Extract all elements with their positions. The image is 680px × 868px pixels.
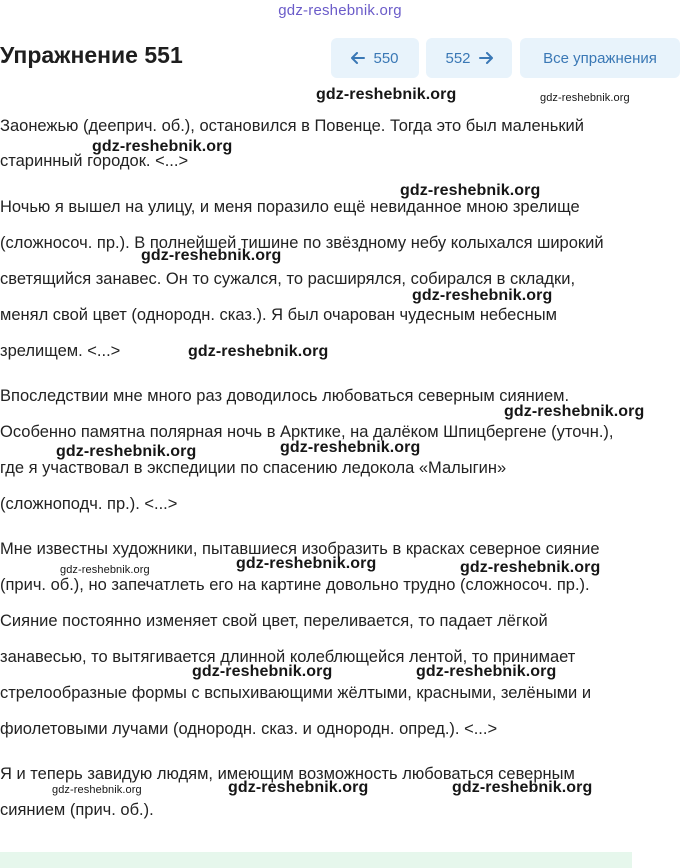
- text-line: (сложноподч. пр.). <...>: [0, 495, 178, 513]
- text-line: сиянием (прич. об.).: [0, 801, 154, 819]
- watermark: gdz-reshebnik.org: [400, 182, 541, 199]
- watermark: gdz-reshebnik.org: [280, 439, 421, 456]
- text-line: где я участвовал в экспедиции по спасению ледокола «Малыгин»: [0, 459, 507, 477]
- text-line: старинный городок. <...>: [0, 152, 189, 170]
- text-line: занавесью, то вытягивается длинной колеблющейся лентой, то принимает: [0, 648, 576, 666]
- watermark: gdz-reshebnik.org: [236, 555, 377, 572]
- watermark: gdz-reshebnik.org: [504, 403, 645, 420]
- watermark: gdz-reshebnik.org: [228, 779, 369, 796]
- text-line: светящийся занавес. Он то сужался, то расширялся, собирался в складки,: [0, 270, 576, 288]
- text-line: Заонежью (дееприч. об.), остановился в Повенце. Тогда это был маленький: [0, 117, 584, 135]
- text-line: Впоследствии мне много раз доводилось любоваться северным сиянием.: [0, 387, 570, 405]
- text-line: (сложносоч. пр.). В полнейшей тишине по звёздному небу колыхался широкий: [0, 234, 604, 252]
- watermark: gdz-reshebnik.org: [188, 343, 329, 360]
- watermark: gdz-reshebnik.org: [416, 663, 557, 680]
- watermark: gdz-reshebnik.org: [540, 92, 630, 104]
- watermark: gdz-reshebnik.org: [92, 138, 233, 155]
- text-line: Сияние постоянно изменяет свой цвет, переливается, то падает лёгкой: [0, 612, 548, 630]
- watermark: gdz-reshebnik.org: [316, 86, 457, 103]
- watermark: gdz-reshebnik.org: [460, 559, 601, 576]
- next-exercise-label: 552: [445, 49, 471, 67]
- prev-exercise-label: 550: [373, 49, 399, 67]
- watermark: gdz-reshebnik.org: [452, 779, 593, 796]
- watermark: gdz-reshebnik.org: [60, 564, 150, 576]
- text-line: (прич. об.), но запечатлеть его на картине довольно трудно (сложносоч. пр.).: [0, 576, 590, 594]
- text-line: менял свой цвет (однородн. сказ.). Я был очарован чудесным небесным: [0, 306, 557, 324]
- watermark: gdz-reshebnik.org: [412, 287, 553, 304]
- watermark: gdz-reshebnik.org: [141, 247, 282, 264]
- watermark: gdz-reshebnik.org: [52, 784, 142, 796]
- answer-block: [0, 852, 632, 868]
- text-line: Ночью я вышел на улицу, и меня поразило ещё невиданное мною зрелище: [0, 198, 580, 216]
- text-line: Мне известны художники, пытавшиеся изобразить в красках северное сияние: [0, 540, 600, 558]
- site-logo-text[interactable]: gdz-reshebnik.org: [278, 2, 402, 19]
- text-line: зрелищем. <...>: [0, 342, 121, 360]
- text-line: Я и теперь завидую людям, имеющим возможность любоваться северным: [0, 765, 575, 783]
- page-title: Упражнение 551: [0, 42, 183, 68]
- text-line: Особенно памятна полярная ночь в Арктике, на далёком Шпицбергене (уточн.),: [0, 423, 614, 441]
- all-exercises-label: Все упражнения: [543, 49, 657, 67]
- text-line: фиолетовыми лучами (однородн. сказ. и однородн. опред.). <...>: [0, 720, 498, 738]
- watermark: gdz-reshebnik.org: [192, 663, 333, 680]
- watermark: gdz-reshebnik.org: [56, 443, 197, 460]
- text-line: стрелообразные формы с вспыхивающими жёлтыми, красными, зелёными и: [0, 684, 592, 702]
